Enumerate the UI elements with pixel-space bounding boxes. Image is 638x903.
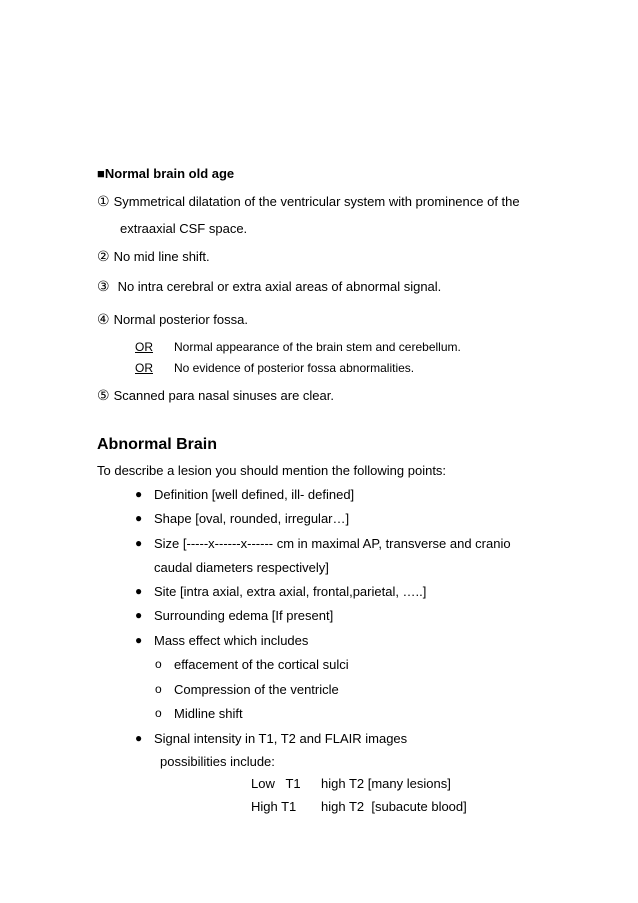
circled-4-icon: ④ bbox=[97, 312, 110, 328]
bullet-icon: ● bbox=[135, 584, 143, 598]
list-item bbox=[97, 249, 210, 265]
or-label: OR bbox=[135, 340, 153, 354]
item-text: No mid line shift. bbox=[113, 249, 210, 264]
list-item bbox=[97, 279, 441, 295]
circle-bullet-icon: o bbox=[155, 657, 162, 671]
signal-row-right: high T2 [subacute blood] bbox=[321, 799, 467, 814]
circled-1-icon: ① bbox=[97, 194, 110, 210]
bullet-text-continuation: caudal diameters respectively] bbox=[154, 560, 329, 575]
circle-bullet-icon: o bbox=[155, 706, 162, 720]
bullet-icon: ● bbox=[135, 608, 143, 622]
section-heading-abnormal: Abnormal Brain bbox=[97, 436, 218, 453]
signal-row-left: High T1 bbox=[251, 799, 297, 814]
sub-bullet-text: Midline shift bbox=[174, 706, 243, 721]
item-text: No intra cerebral or extra axial areas of abnormal signal. bbox=[117, 279, 442, 294]
bullet-text: Mass effect which includes bbox=[154, 633, 309, 648]
item-text: Normal posterior fossa. bbox=[113, 312, 248, 327]
circle-bullet-icon: o bbox=[155, 682, 162, 696]
sub-bullet-text: Compression of the ventricle bbox=[174, 682, 339, 697]
or-label: OR bbox=[135, 361, 153, 375]
signal-row-left: Low T1 bbox=[251, 776, 301, 791]
section-heading-normal bbox=[97, 166, 234, 181]
bullet-text: Signal intensity in T1, T2 and FLAIR images bbox=[154, 731, 408, 746]
item-text: Scanned para nasal sinuses are clear. bbox=[113, 388, 334, 403]
list-item bbox=[97, 194, 520, 210]
bullet-icon: ● bbox=[135, 731, 143, 745]
bullet-text: Site [intra axial, extra axial, frontal,parietal, …..] bbox=[154, 584, 427, 599]
list-item bbox=[97, 388, 334, 404]
list-item bbox=[97, 312, 248, 328]
item-text: Symmetrical dilatation of the ventricular system with prominence of the bbox=[113, 194, 520, 209]
heading-text: Normal brain old age bbox=[104, 166, 235, 181]
signal-row-right: high T2 [many lesions] bbox=[321, 776, 451, 791]
possibilities-text: possibilities include: bbox=[160, 754, 275, 769]
bullet-text: Surrounding edema [If present] bbox=[154, 608, 334, 623]
or-text: Normal appearance of the brain stem and cerebellum. bbox=[174, 340, 461, 354]
or-text: No evidence of posterior fossa abnormalities. bbox=[174, 361, 415, 375]
bullet-icon: ● bbox=[135, 487, 143, 501]
circled-5-icon: ⑤ bbox=[97, 388, 110, 404]
bullet-icon: ● bbox=[135, 536, 143, 550]
intro-text: To describe a lesion you should mention the following points: bbox=[97, 463, 447, 478]
bullet-icon: ● bbox=[135, 633, 143, 647]
list-item-continuation: extraaxial CSF space. bbox=[120, 221, 248, 236]
bullet-text: Definition [well defined, ill- defined] bbox=[154, 487, 355, 502]
bullet-icon: ● bbox=[135, 511, 143, 525]
bullet-text: Shape [oval, rounded, irregular…] bbox=[154, 511, 350, 526]
bullet-text: Size [-----x------x------ cm in maximal AP, transverse and cranio bbox=[154, 536, 511, 551]
circled-3-icon: ③ bbox=[97, 279, 110, 295]
sub-bullet-text: effacement of the cortical sulci bbox=[174, 657, 349, 672]
square-marker-icon: ■ bbox=[97, 166, 105, 181]
circled-2-icon: ② bbox=[97, 249, 110, 265]
